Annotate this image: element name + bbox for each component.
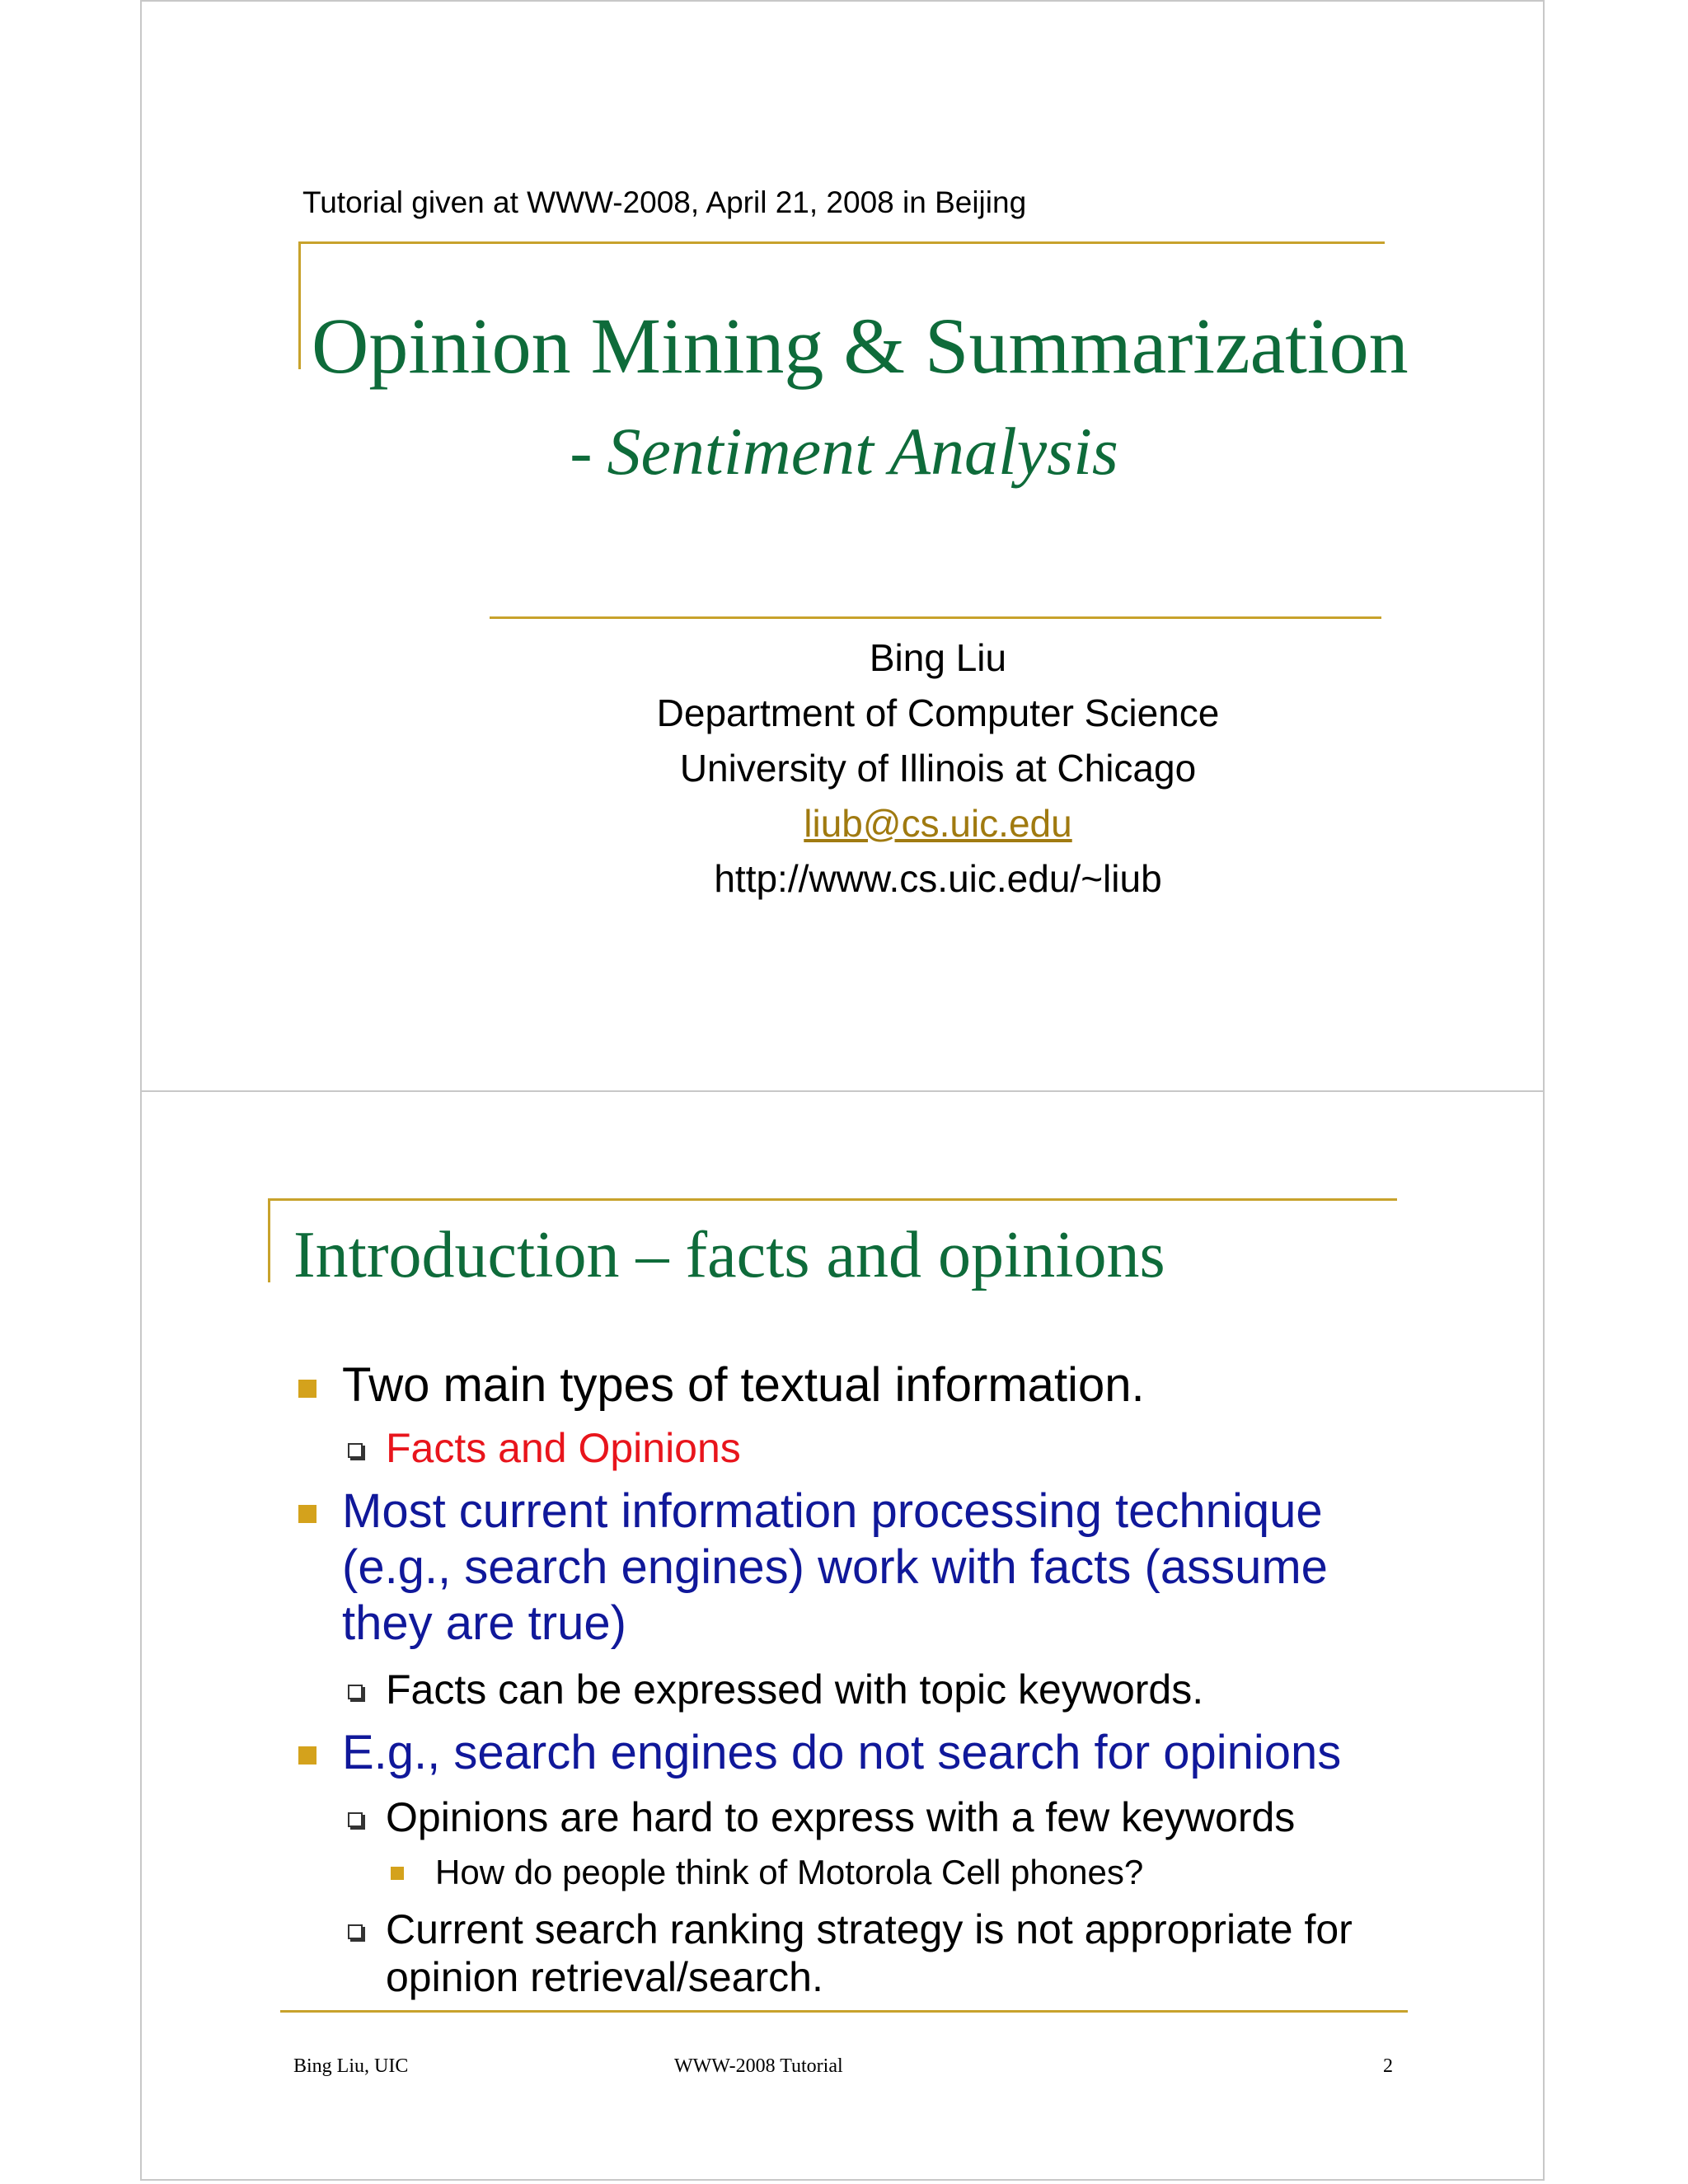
bullet-square-icon: [298, 1505, 316, 1523]
slide2-title-left-rule: [268, 1198, 270, 1282]
author-university: University of Illinois at Chicago: [679, 747, 1197, 790]
author-email-link[interactable]: liub@cs.uic.edu: [804, 802, 1072, 845]
bullet-square-icon: [391, 1867, 404, 1880]
sub-bullet-text-line: Current search ranking strategy is not appropriate for: [386, 1906, 1353, 1952]
bullet-square-icon: [298, 1380, 316, 1398]
bullet-text-line: they are true): [342, 1596, 626, 1650]
author-name: Bing Liu: [869, 636, 1007, 679]
slide2-title-top-rule: [268, 1198, 1397, 1201]
title-left-rule: [298, 241, 301, 369]
sub-bullet-text: Facts can be expressed with topic keywords.: [386, 1666, 1204, 1713]
footer-top-rule: [280, 2010, 1408, 2013]
slide1-subtitle: [0, 406, 1688, 497]
subtitle-dash: -: [570, 414, 593, 489]
bullet-hollow-square-icon: [348, 1924, 363, 1939]
sub-bullet-text-line: opinion retrieval/search.: [386, 1954, 823, 2000]
slide-divider: [140, 1090, 1545, 1092]
author-top-rule: [490, 616, 1381, 619]
author-url: http://www.cs.uic.edu/~liub: [714, 857, 1162, 900]
bullet-text-line: (e.g., search engines) work with facts (assume: [342, 1540, 1328, 1594]
footer-page-number: 2: [1383, 2055, 1393, 2077]
subtitle-text: Sentiment Analysis: [607, 414, 1118, 489]
bullet-hollow-square-icon: [348, 1685, 363, 1699]
sub-sub-bullet-text: How do people think of Motorola Cell phones?: [435, 1853, 1144, 1891]
bullet-text: E.g., search engines do not search for opinions: [342, 1726, 1342, 1779]
footer-event: WWW-2008 Tutorial: [674, 2055, 843, 2077]
bullet-hollow-square-icon: [348, 1443, 363, 1458]
bullet-text-line: Most current information processing technique: [342, 1484, 1323, 1538]
author-block: [495, 630, 1381, 907]
sub-bullet-text: Facts and Opinions: [386, 1425, 741, 1471]
slide2-title: Introduction – facts and opinions: [293, 1219, 1165, 1291]
sub-bullet-text: Opinions are hard to express with a few keywords: [386, 1794, 1296, 1840]
bullet-text: Two main types of textual information.: [342, 1358, 1145, 1412]
slide1-title: Opinion Mining & Summarization: [312, 302, 1409, 390]
footer-author: Bing Liu, UIC: [293, 2055, 409, 2077]
bullet-square-icon: [298, 1746, 316, 1765]
author-department: Department of Computer Science: [656, 691, 1220, 734]
tutorial-note: Tutorial given at WWW-2008, April 21, 2008 in Beijing: [302, 185, 1027, 219]
bullet-hollow-square-icon: [348, 1812, 363, 1827]
title-top-rule: [298, 241, 1385, 244]
